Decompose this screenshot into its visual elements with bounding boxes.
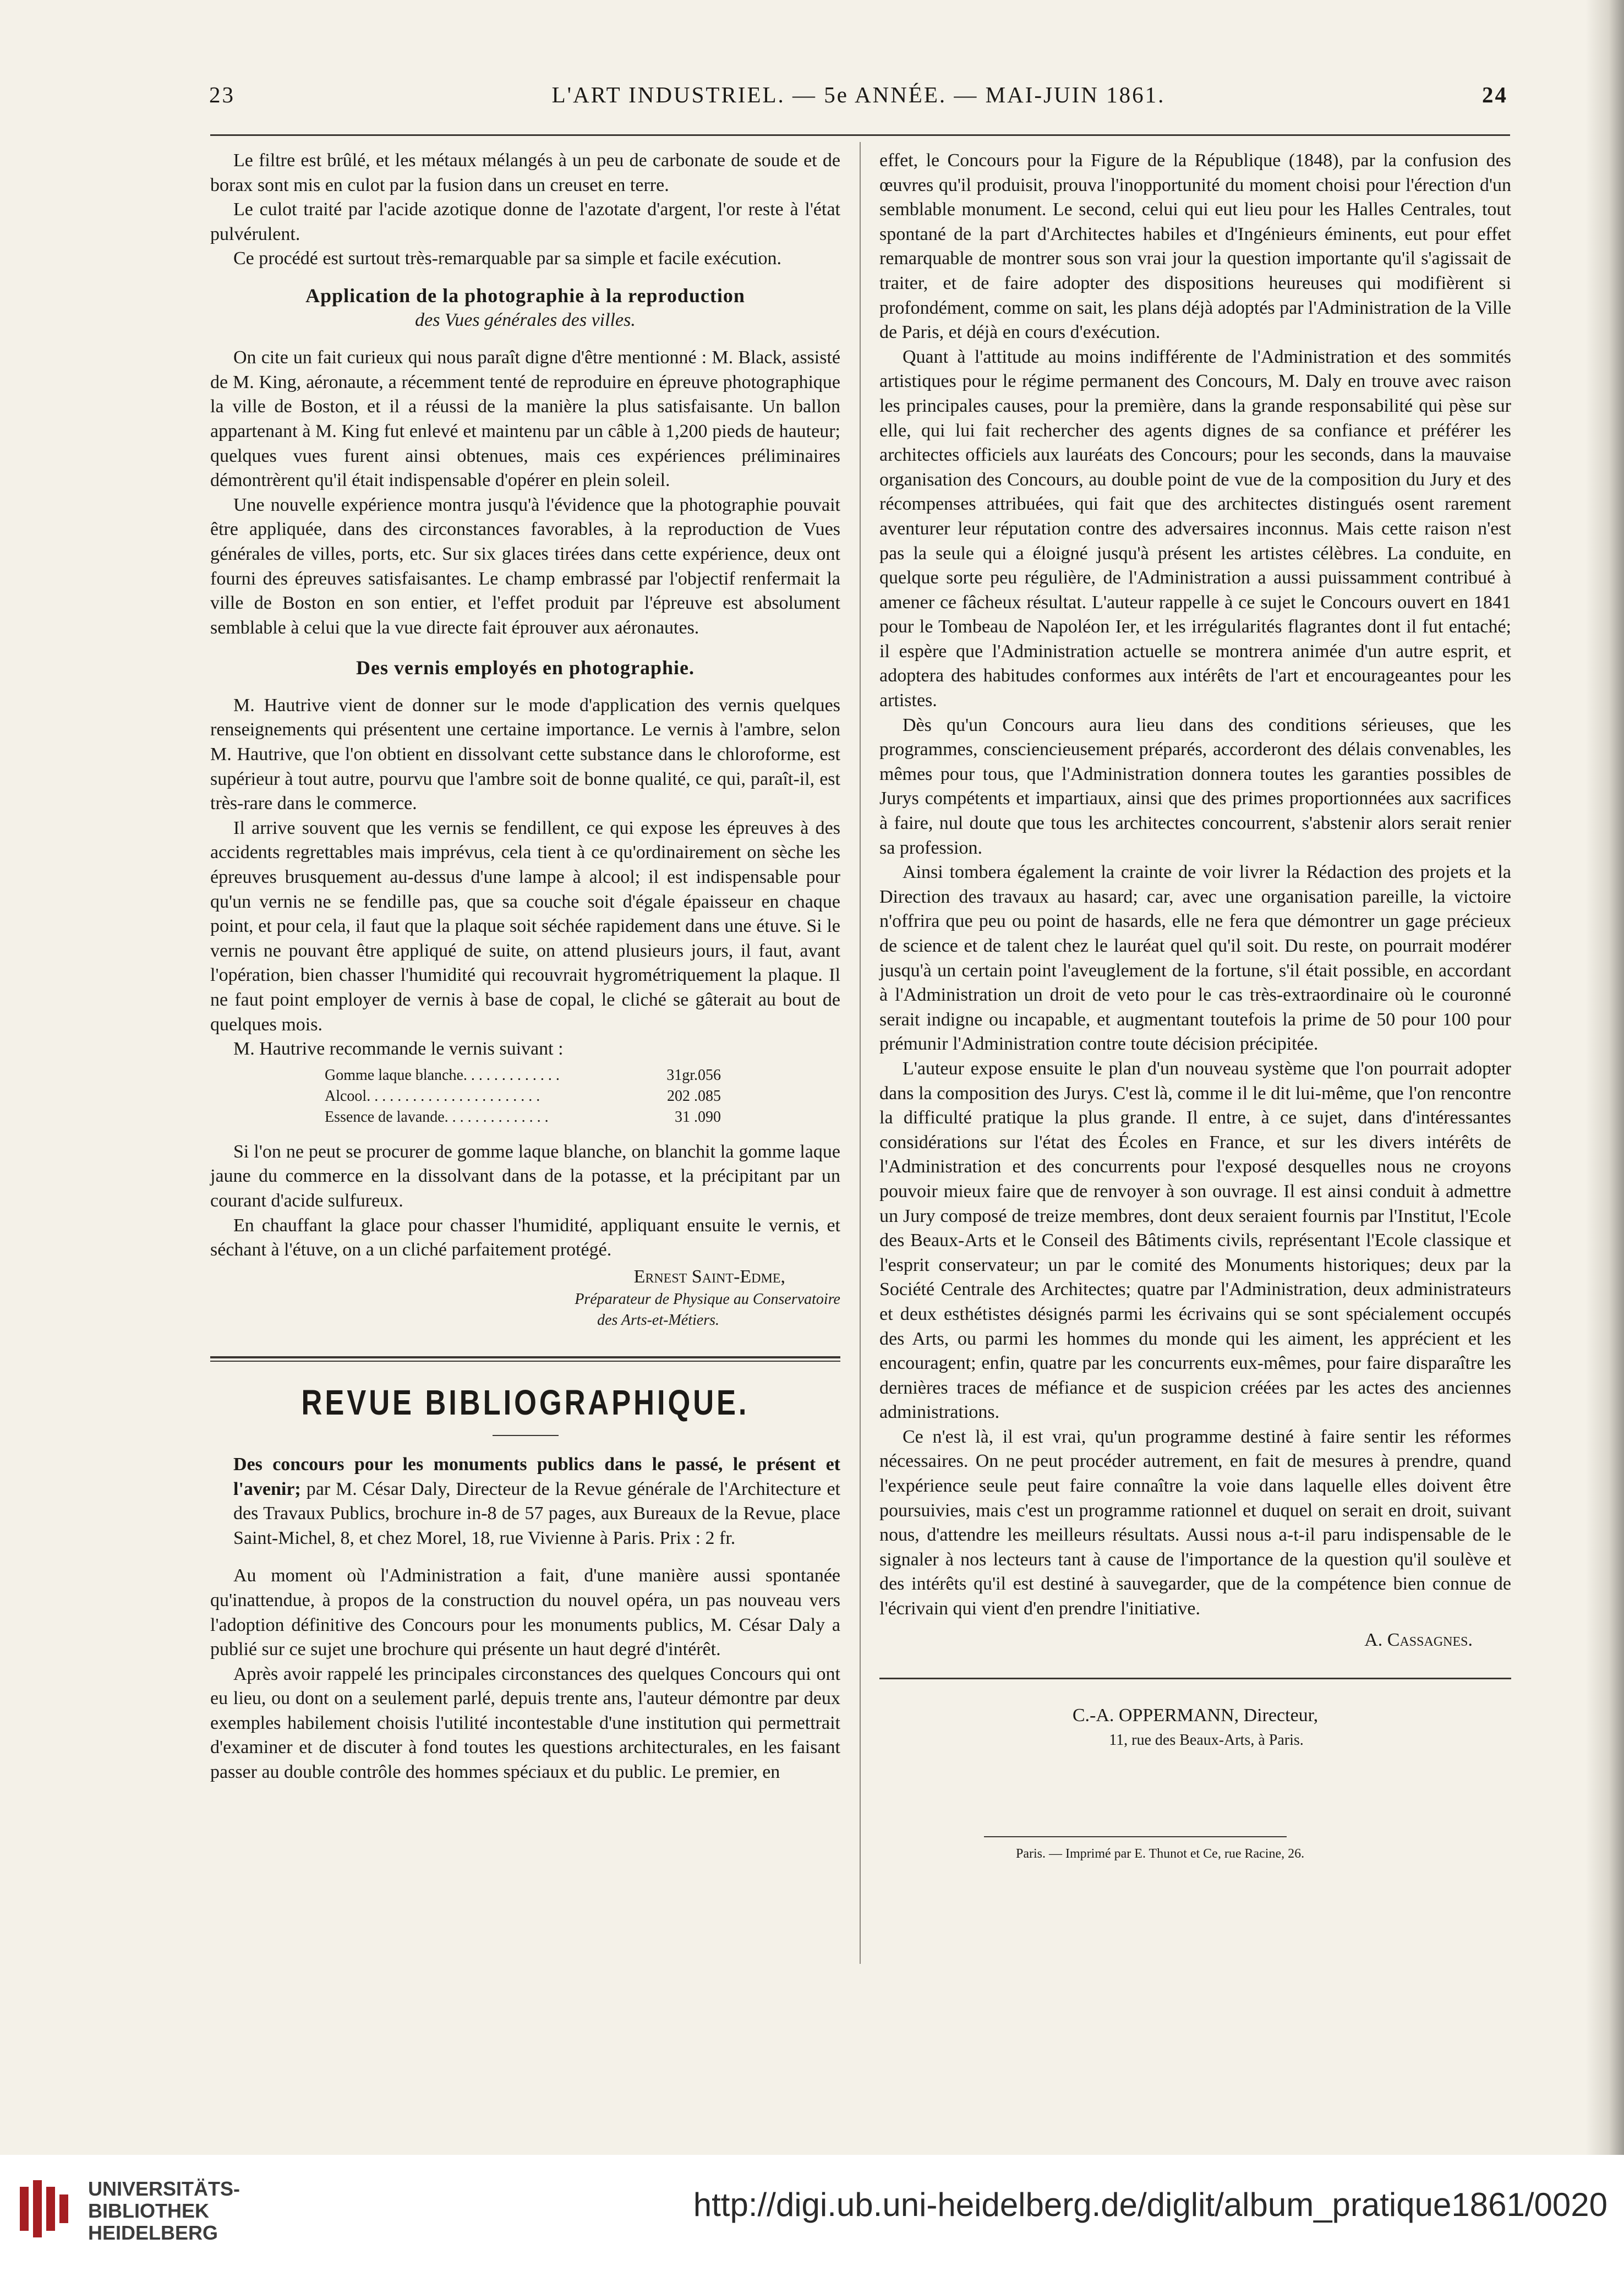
paragraph: Ainsi tombera également la crainte de voir livrer la Rédaction des projets et la Direction des travaux au hasard; car, avec une organisation pareille, la victoire n'offrira que peu ou point de hasards, elle ne fera que démontrer un gage précieux de science et de talent chez le lauréat quel qu'il soit. Du reste, on pourrait modérer jusqu'à un certain point l'aveuglement de la fortune, s'il était possible, en accordant à l'Administration un droit de veto pour le cas très-extraordinaire où le couronné serait indigne ou incapable, et augmentant toutefois la prime de 50 pour 100 pour prémunir l'Administration contre toute décision précipitée. bbox=[879, 862, 1511, 1055]
bibliography-entry bbox=[210, 1453, 840, 1551]
bibliography-citation bbox=[210, 1453, 840, 1551]
paragraph: M. Hautrive vient de donner sur le mode d'application des vernis quelques renseignements qui présentent une certaine importance. Le vernis à l'ambre, selon M. Hautrive, que l'on obtient en dissolvant cette substance dans le chloroforme, est supérieur à tout autre, pourvu que l'ambre soit de bonne qualité, ce qui, paraît-il, est très-rare dans le commerce. bbox=[210, 695, 840, 814]
spacer bbox=[210, 1551, 840, 1564]
permalink-url[interactable]: http://digi.ub.uni-heidelberg.de/diglit/album_pratique1861/0020 bbox=[693, 2186, 1607, 2223]
director-address: 11, rue des Beaux-Arts, à Paris. bbox=[1109, 1731, 1304, 1749]
paragraph: Le filtre est brûlé, et les métaux mélangés à un peu de carbonate de soude et de borax sont mis en culot par la fusion dans un creuset en terre. bbox=[210, 150, 840, 195]
header-rule bbox=[210, 134, 1510, 136]
paragraph: L'auteur expose ensuite le plan d'un nouveau système que l'on pourrait adopter dans la composition des Jurys. C'est là, comme il le dit lui-même, que l'on rencontre la difficulté pratique la plus grande. Il entre, à ce sujet, dans d'intéressantes considérations sur l'état des Écoles en France, et sur les divers intérêts de l'Administration et des concurrents pour l'exposé desquelles nous ne croyons pouvoir mieux faire que de renvoyer à son ouvrage. Il est ainsi conduit à admettre un Jury composé de treize membres, dont deux seraient fournis par l'Institut, l'Ecole des Beaux-Arts et le Conseil des Bâtiments civils, représentant l'Ecole classique et l'esprit conservateur; un par le comité des Monuments historiques; deux par la Société Centrale des Architectes; quatre par l'Administration, deux administrateurs et deux esthétistes désignés parmi les écrivains qui se sont spécialement occupés des Arts, ou parmi les hommes du monde qui les aiment, les apprécient et les encouragent; enfin, quatre par les concurrents eux-mêmes, pour faire disparaître les dernières traces de méfiance et de suspicion créées par les actes des anciennes administrations. bbox=[879, 1058, 1511, 1423]
column-divider bbox=[860, 142, 861, 1964]
paragraph: Ce procédé est surtout très-remarquable par sa simple et facile exécution. bbox=[233, 248, 781, 269]
closing-rule bbox=[879, 1678, 1511, 1679]
section-double-rule bbox=[210, 1356, 840, 1362]
ingredient-name: Gomme laque blanche. . . . . . . . . . . . . bbox=[325, 1066, 560, 1084]
paragraph: Ce n'est là, il est vrai, qu'un programme destiné à faire sentir les réformes nécessaires. On ne peut procéder autrement, en fait de mesures à prendre, quand l'expérience seule peut faire connaître la voie dans laquelle elles doivent être poursuivies, mais c'est un programme rationnel et duquel on serait en droit, suivant nous, d'attendre les meilleurs résultats. Aussi nous a-t-il paru indispensable de le signaler à nos lecteurs tant à cause de l'importance de la question qu'il soulève et des intérêts qu'il est destiné à sauvegarder, que de la compétence bien connue de l'écrivain qui vient d'en prendre l'initiative. bbox=[879, 1426, 1511, 1619]
printer-rule bbox=[984, 1836, 1287, 1837]
ingredient-quantity: 31gr.056 bbox=[666, 1066, 721, 1084]
page-number-left: 23 bbox=[209, 82, 235, 107]
ingredient-quantity: 31 .090 bbox=[675, 1108, 721, 1126]
director-line: C.-A. OPPERMANN, Directeur, bbox=[1072, 1705, 1319, 1726]
paragraph: Après avoir rappelé les principales circonstances des quelques Concours qui ont eu lieu, ou dont on a seulement parlé, depuis trente ans, l'auteur démontre par deux exemples habilement choisis l'utilité incontestable d'une institution qui permettrait d'examiner et de discuter à fond toutes les questions architecturales, en les faisant passer au double contrôle des hommes spéciaux et du public. Le premier, en bbox=[210, 1663, 840, 1783]
revue-heading: REVUE BIBLIOGRAPHIQUE. bbox=[301, 1383, 750, 1423]
section-heading-photography: Application de la photographie à la reproduction bbox=[305, 284, 745, 307]
library-logo-icon bbox=[15, 2170, 76, 2247]
section-heading-varnish: Des vernis employés en photographie. bbox=[356, 657, 695, 679]
citation-details: par M. César Daly, Directeur de la Revue générale de l'Architecture et des Travaux Publics, brochure in-8 de 57 pages, aux Bureaux de la Revue, place Saint-Michel, 8, et chez Morel, 18, rue Vivienne à Paris. Prix : 2 fr. bbox=[233, 1478, 840, 1548]
formula-row bbox=[325, 1086, 721, 1107]
author-title: Préparateur de Physique au Conservatoire bbox=[575, 1291, 840, 1308]
paragraph: En chauffant la glace pour chasser l'humidité, appliquant ensuite le vernis, et séchant à l'étuve, on a un cliché parfaitement protégé. bbox=[210, 1215, 840, 1260]
running-header bbox=[209, 81, 1508, 120]
review-signature: A. Cassagnes. bbox=[1364, 1629, 1473, 1650]
viewer-footer bbox=[0, 2155, 1624, 2271]
ingredient-name: Alcool. . . . . . . . . . . . . . . . . . . . . . . bbox=[325, 1087, 540, 1105]
library-name-line: UNIVERSITÄTS- bbox=[88, 2177, 240, 2200]
journal-title: L'ART INDUSTRIEL. — 5e ANNÉE. — MAI-JUIN 1861. bbox=[551, 82, 1166, 107]
page-edge-shadow bbox=[1585, 0, 1624, 2155]
section-subheading: des Vues générales des villes. bbox=[415, 309, 636, 330]
varnish-formula-table bbox=[325, 1065, 721, 1128]
ingredient-name: Essence de lavande. . . . . . . . . . . . . . bbox=[325, 1108, 549, 1126]
right-column bbox=[879, 149, 1511, 1866]
library-name-line: BIBLIOTHEK bbox=[88, 2199, 209, 2222]
ingredient-quantity: 202 .085 bbox=[667, 1087, 721, 1105]
left-column bbox=[210, 149, 840, 1785]
author-institution: des Arts-et-Métiers. bbox=[597, 1312, 719, 1329]
paragraph: Au moment où l'Administration a fait, d'une manière aussi spontanée qu'inattendue, à propos de la construction du nouvel opéra, un pas nouveau vers l'adoption définitive des Concours pour les monuments publics, M. César Daly a publié sur ce sujet une brochure qui présente un haut degré d'intérêt. bbox=[210, 1565, 840, 1660]
paragraph: M. Hautrive recommande le vernis suivant : bbox=[233, 1039, 564, 1060]
short-rule bbox=[493, 1435, 559, 1436]
library-name-line: HEIDELBERG bbox=[88, 2221, 218, 2244]
printer-imprint: Paris. — Imprimé par E. Thunot et Ce, rue Racine, 26. bbox=[1016, 1847, 1305, 1861]
paragraph: On cite un fait curieux qui nous paraît digne d'être mentionné : M. Black, assisté de M. King, aéronaute, a récemment tenté de reproduire en épreuve photographique la ville de Boston, et il a réussi de la manière la plus satisfaisante. Un ballon appartenant à M. King fut enlevé et maintenu par un câble à 1,200 pieds de hauteur; quelques vues furent ainsi obtenues, mais ces expériences préliminaires démontrèrent qu'il était indispensable d'opérer en plein soleil. bbox=[210, 347, 840, 491]
library-name bbox=[88, 2178, 240, 2244]
paragraph: Si l'on ne peut se procurer de gomme laque blanche, on blanchit la gomme laque jaune du commerce en la dissolvant dans de la potasse, et la précipitant par un courant d'acide sulfureux. bbox=[210, 1141, 840, 1211]
formula-row bbox=[325, 1065, 721, 1086]
paragraph: Une nouvelle expérience montra jusqu'à l'évidence que la photographie pouvait être appliquée, dans des circonstances favorables, à la reproduction de Vues générales de villes, ports, etc. Sur six glaces tirées dans cette expérience, deux ont fourni des épreuves satisfaisantes. Le champ embrassé par l'objectif renfermait la ville de Boston en son entier, et l'effet produit par l'épreuve est absolument semblable à celui que la vue directe fait éprouver aux aéronautes. bbox=[210, 494, 840, 638]
paragraph: effet, le Concours pour la Figure de la République (1848), par la confusion des œuvres qu'il produisit, prouva l'inopportunité du moment choisi pour l'érection d'un semblable monument. Le second, celui qui eut lieu pour les Halles Centrales, tout spontané de la part d'Architectes habiles et d'Ingénieurs éminents, eut pour effet remarquable de montrer sous son vrai jour la question importante qu'il s'agissait de traiter, et de faire adopter des dispositions heureuses qui modifièrent si profondément, comme on sait, les plans déjà adoptés par l'Administration de la Ville de Paris, et déjà en cours d'exécution. bbox=[879, 150, 1511, 343]
paragraph: Dès qu'un Concours aura lieu dans des conditions sérieuses, que les programmes, consciencieusement préparés, accorderont des délais convenables, les mêmes pour tous, que l'Administration donnera toutes les garanties possibles de Jurys compétents et impartiaux, ainsi que des primes proportionnées aux sacrifices à faire, nul doute que tous les architectes concourrent, s'abstenir alors serait renier sa profession. bbox=[879, 714, 1511, 858]
citation-title: Des concours pour les monuments publics dans le passé, le présent et l'avenir; bbox=[233, 1454, 840, 1499]
paragraph: Il arrive souvent que les vernis se fendillent, ce qui expose les épreuves à des accidents regrettables mais imprévus, cela tient à ce qu'ordinairement on sèche les épreuves brusquement au-dessus d'une lampe à alcool; il est indispensable pour qu'un vernis ne se fendille pas, que sa couche soit d'égale épaisseur en chaque point, et pour cela, il faut que la plaque soit séchée rapidement dans une étuve. Si le vernis ne pouvant être appliqué de suite, on attend plusieurs jours, il faut, avant l'opération, bien chasser l'humidité qui recouvrait hygrométriquement la plaque. Il ne faut point employer de vernis à base de copal, le cliché se gâterait au bout de quelques mois. bbox=[210, 817, 840, 1035]
paragraph: Le culot traité par l'acide azotique donne de l'azotate d'argent, l'or reste à l'état pulvérulent. bbox=[210, 199, 840, 244]
paragraph: Quant à l'attitude au moins indifférente de l'Administration et des sommités artistiques pour le régime permanent des Concours, M. Daly en trouve avec raison les principales causes, pour la première, dans la grande responsabilité qui pèse sur elle, qui lui fait rechercher des agents dignes de sa confiance et préférer les architectes officiels aux lauréats des Concours; pour les seconds, dans la mauvaise organisation des Concours, au double point de vue de la composition du Jury et des récompenses attribuées, qui fait que des architectes distingués osent rarement aventurer leur réputation contre des adversaires inconnus. Mais cette raison n'est pas la seule qui a éloigné jusqu'à présent les artistes célèbres. La conduite, en quelque sorte peu régulière, de l'Administration a aussi puissamment contribué à amener ce fâcheux résultat. L'auteur rappelle à ce sujet le Concours ouvert en 1841 pour le Tombeau de Napoléon Ier, et les irrégularités flagrantes dont il fut entaché; il espère que l'Administration actuelle se montrera animée d'un autre esprit, et adoptera des habitudes conformes aux intérêts de l'art et encourageantes pour les artistes. bbox=[879, 346, 1511, 711]
formula-row bbox=[325, 1107, 721, 1128]
author-signature: Ernest Saint-Edme, bbox=[633, 1266, 785, 1287]
page-number-right: 24 bbox=[1482, 82, 1508, 107]
